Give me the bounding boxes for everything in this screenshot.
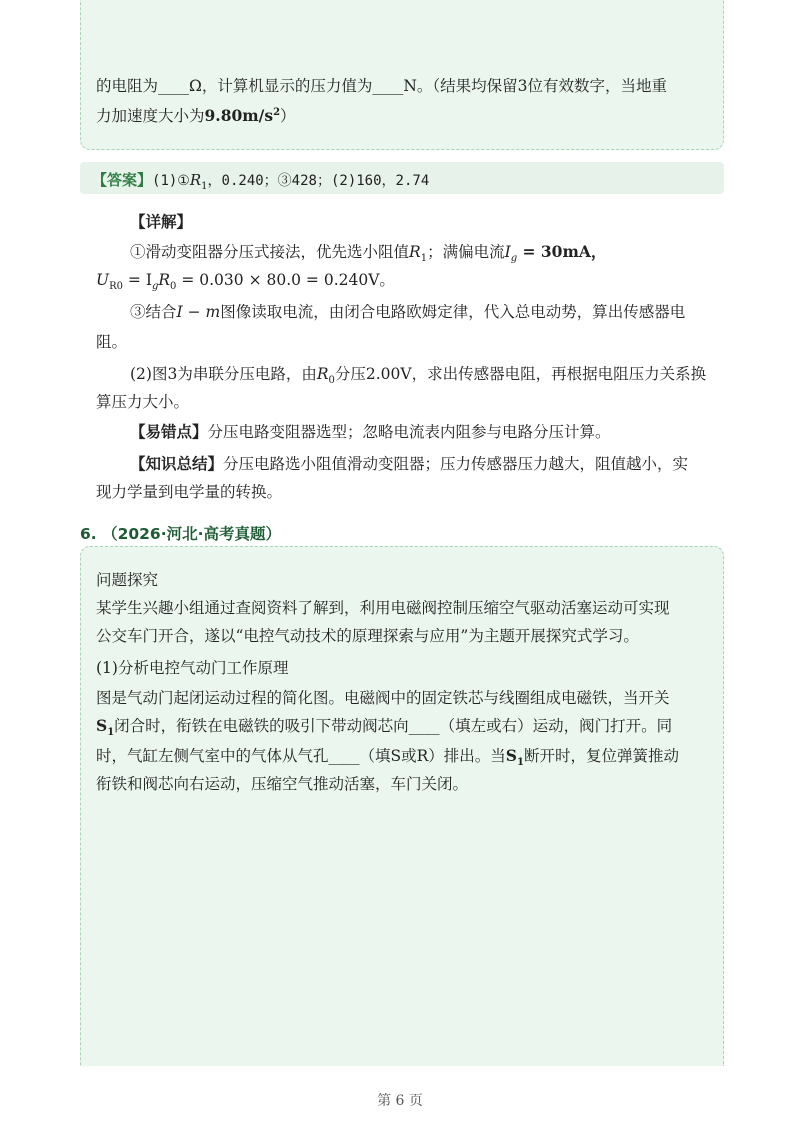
subscript: 0 [170,281,177,293]
explain-line [96,390,189,412]
question-text: ） [280,107,296,125]
explain-text: = 30mA， [517,242,607,261]
explain-title-text: 【详解】 [130,212,193,231]
question-line [96,568,158,590]
explain-text: 阻。 [96,333,128,351]
explain-line [130,362,706,386]
question-text: 衔铁和阀芯向右运动，压缩空气推动活塞，车门关闭。 [96,775,469,793]
explain-text: ；满偏电流 [427,243,505,261]
explain-text: 算压力大小。 [96,393,190,411]
equation-text: = I [127,271,152,289]
error-point-text: 分压电路变阻器选型；忽略电流表内阻参与电路分压计算。 [207,423,611,441]
question-text-line [96,104,296,126]
subscript: R0 [109,281,123,293]
summary-text: 现力学量到电学量的转换。 [96,483,283,501]
question-text: 力加速度大小为 [96,107,205,125]
subscript: 1 [420,253,428,265]
symbol: S [96,716,108,735]
subscript: 0 [328,375,335,387]
explain-line [96,268,395,292]
question-text: (1)分析电控气动门工作原理 [96,659,289,677]
explain-line [130,300,685,322]
question-text: 问题探究 [96,571,159,589]
question-text: 的电阻为____Ω，计算机显示的压力值为____N。（结果均保留3位有效数字，当地重 [96,77,668,95]
answer-line [92,169,429,192]
question-line [96,656,288,678]
question-line [96,624,639,646]
explain-text: 分压2.00V，求出传感器电阻，再根据电阻压力关系换 [334,365,707,383]
question-text-line [96,74,667,96]
explain-text: ③结合 [130,303,177,321]
page-number: 第 6 页 [377,1093,423,1109]
question-text: 时，气缸左侧气室中的气体从气孔____（填S或R）排出。当 [96,747,506,765]
question-line [96,686,670,708]
gravity-value: 9.80m/s [204,106,274,125]
summary-text: 分压电路选小阻值滑动变阻器；压力传感器压力越大，阻值越小，实 [223,455,689,473]
subscript: g [151,281,159,293]
explain-title [130,210,192,232]
subscript: 1 [201,181,208,192]
symbol: R [409,243,421,261]
question-line [96,744,679,768]
question-text: 闭合时，衔铁在电磁铁的吸引下带动阀芯向____（填左或右）运动，阀门打开。同 [114,717,673,735]
explain-line [130,240,606,264]
question-line [96,714,672,738]
explain-text: 图像读取电流，由闭合电路欧姆定律，代入总电动势，算出传感器电 [220,303,686,321]
question-text: 断开时，复位弹簧推动 [523,747,679,765]
explain-text: ①滑动变阻器分压式接法，优先选小阻值 [130,243,410,261]
question-text: 公交车门开合，遂以“电控气动技术的原理探索与应用”为主题开展探究式学习。 [96,627,639,645]
symbol: I [504,243,511,261]
question-text: 图是气动门起闭运动过程的简化图。电磁阀中的固定铁芯与线圈组成电磁铁，当开关 [96,689,670,707]
error-point-line [130,420,611,442]
symbol: R [158,271,171,289]
question-text: 某学生兴趣小组通过查阅资料了解到，利用电磁阀控制压缩空气驱动活塞运动可实现 [96,599,670,617]
subscript: g [510,253,518,265]
summary-line [130,452,688,474]
explain-text: (2)图3为串联分压电路，由 [130,365,317,383]
answer-text: (1)① [152,173,190,189]
symbol: I − m [176,303,221,321]
summary-label: 【知识总结】 [130,454,224,473]
explain-line [96,330,127,352]
symbol: U [96,271,110,289]
equation-text: = 0.030 × 80.0 = 0.240V。 [176,271,395,289]
subscript: 1 [107,727,115,739]
summary-line [96,480,282,502]
exponent: 2 [273,106,281,118]
symbol: S [505,746,517,765]
question-line [96,772,468,794]
answer-label: 【答案】 [92,171,153,189]
subscript: 1 [517,757,524,769]
answer-symbol: R [189,171,202,189]
answer-text: ，0.240；③428；(2)160，2.74 [207,173,430,189]
symbol: R [316,365,329,383]
question-6-header: 6. （2026·河北·高考真题） [80,525,281,543]
question-line [96,596,670,618]
error-point-label: 【易错点】 [130,422,208,441]
